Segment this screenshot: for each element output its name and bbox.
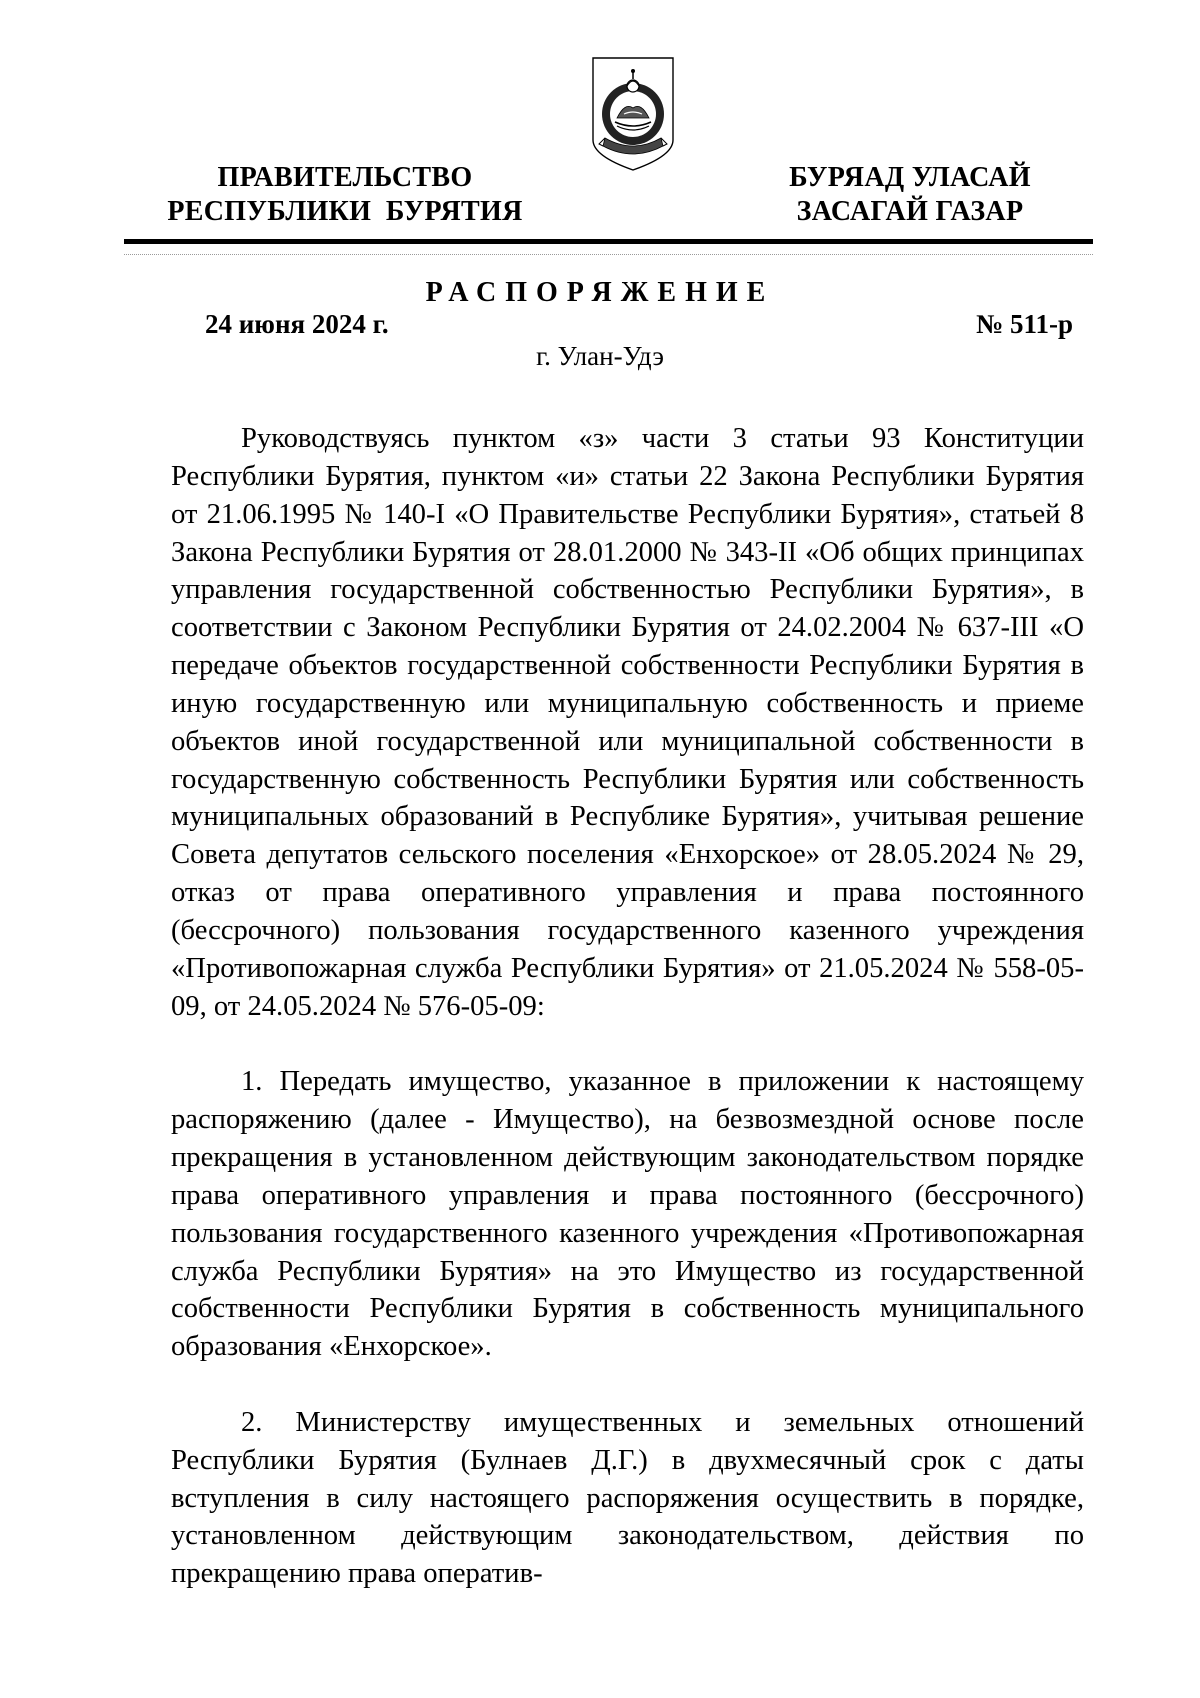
government-name-russian bbox=[150, 161, 540, 229]
preamble-paragraph: Руководствуясь пунктом «з» части 3 статьи 93 Конституции Республики Бурятия, пунктом «и» статьи 22 Закона Республики Бурятия от 21.06.1995 № 140-I «О Правительстве Республики Бурятия», статьей 8 Закона Республики Бурятия от 28.01.2000 № 343-II «Об общих принципах управления государственной собственностью Республики Бурятия», в соответствии с Законом Республики Бурятия от 24.02.2004 № 637-III «О передаче объектов государственной собственности Республики Бурятия в иную государственную или муниципальную собственность и приеме объектов иной государственной или муниципальной собственности в государственную собственность Республики Бурятия или собственность муниципальных образований в Республике Бурятия», учитывая решение Совета депутатов сельского поселения «Енхорское» от 28.05.2024 № 29, отказ от права оперативного управления и права постоянного (бессрочного) пользования государственного казенного учреждения «Противопожарная служба Республики Бурятия» от 21.05.2024 № 558-05-09, от 24.05.2024 № 576-05-09: bbox=[171, 423, 1084, 1022]
government-name-russian-line1: ПРАВИТЕЛЬСТВО bbox=[217, 162, 473, 193]
document-type-title: РАСПОРЯЖЕНИЕ bbox=[425, 277, 775, 308]
document-body bbox=[171, 420, 1084, 1593]
document-city: г. Улан-Удэ bbox=[536, 341, 664, 371]
header-divider-thick bbox=[124, 239, 1093, 244]
document-number: № 511-р bbox=[976, 309, 1073, 339]
document-date: 24 июня 2024 г. bbox=[205, 309, 389, 339]
coat-of-arms-icon bbox=[591, 56, 675, 172]
clause-1-paragraph: 1. Передать имущество, указанное в приложении к настоящему распоряжению (далее - Имущество), на безвозмездной основе после прекращения в установленном действующим законодательством порядке права оперативного управления и права постоянного (бессрочного) пользования государственного казенного учреждения «Противопожарная служба Республики Бурятия» на это Имущество из государственной собственности Республики Бурятия в собственность муниципального образования «Енхорское». bbox=[171, 1066, 1084, 1363]
government-name-russian-line2: РЕСПУБЛИКИ БУРЯТИЯ bbox=[167, 196, 523, 227]
government-name-buryat-line1: БУРЯАД УЛАСАЙ bbox=[789, 162, 1031, 193]
header-divider-thin bbox=[124, 254, 1093, 255]
government-name-buryat bbox=[740, 161, 1080, 229]
government-name-buryat-line2: ЗАСАГАЙ ГАЗАР bbox=[796, 196, 1024, 227]
clause-2-paragraph: 2. Министерству имущественных и земельных отношений Республики Бурятия (Булнаев Д.Г.) в двухмесячный срок с даты вступления в силу настоящего распоряжения осуществить в порядке, установленном действующим законодательством, действия по прекращению права оператив- bbox=[171, 1406, 1084, 1590]
